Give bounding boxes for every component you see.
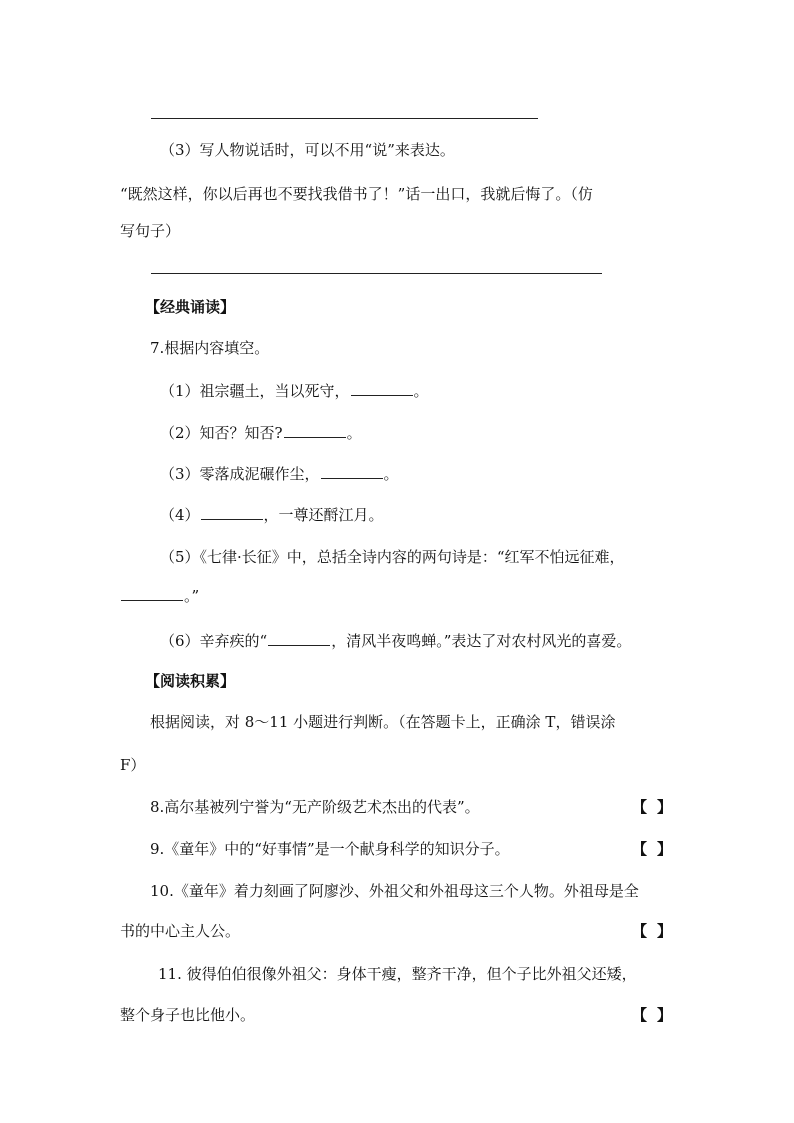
q7-5-end: 。” [184,587,200,605]
q7-1-end: 。 [413,382,429,400]
q7-1-text: （1）祖宗疆土，当以死守， [160,382,350,400]
q7-6-end: ，清风半夜鸣蝉。”表达了对农村风光的喜爱。 [331,632,632,650]
q7-3 [160,463,399,485]
q8-text: 8.高尔基被列宁誉为“无产阶级艺术杰出的代表”。 [150,798,480,816]
bracket-close: 】 [656,1006,672,1024]
q7-4-blank[interactable] [201,505,263,520]
q7-6-text: （6）辛弃疾的“ [160,632,268,650]
q7-4-end: ，一尊还酹江月。 [263,506,384,524]
s3-quote-line2: 写句子） [120,222,181,240]
bracket-open: 【 [632,798,648,816]
q7-5-line2 [120,585,199,607]
q7-5-blank[interactable] [121,586,183,601]
q9-answer-bracket[interactable] [632,838,672,860]
q7-title: 7.根据内容填空。 [150,339,270,357]
bracket-open: 【 [632,840,648,858]
q10-answer-bracket[interactable] [632,920,672,942]
reading-intro-line2: F） [120,756,146,774]
q7-2-end: 。 [346,424,362,442]
q8-answer-bracket[interactable] [632,796,672,818]
answer-line-2 [151,273,602,274]
q7-3-blank[interactable] [321,464,383,479]
bracket-close: 】 [656,922,672,940]
q11-answer-bracket[interactable] [632,1004,672,1026]
q7-3-end: 。 [383,465,399,483]
q7-2-text: （2）知否？知否? [160,424,283,442]
s3-quote-line1: “既然这样，你以后再也不要找我借书了！”话一出口，我就后悔了。（仿 [120,185,593,203]
q7-3-text: （3）零落成泥碾作尘， [160,465,320,483]
q9-text: 9.《童年》中的“好事情”是一个献身科学的知识分子。 [150,840,510,858]
bracket-open: 【 [632,922,648,940]
bracket-open: 【 [632,1006,648,1024]
bracket-close: 】 [656,798,672,816]
q7-6 [160,630,631,652]
q7-6-blank[interactable] [268,631,330,646]
q11-line1: 11. 彼得伯伯很像外祖父：身体干瘦，整齐干净，但个子比外祖父还矮， [158,965,637,983]
q7-1-blank[interactable] [351,381,413,396]
q10-line1: 10.《童年》着力刻画了阿廖沙、外祖父和外祖母这三个人物。外祖母是全 [150,882,639,900]
reading-intro-line1: 根据阅读，对 8～11 小题进行判断。（在答题卡上，正确涂 T，错误涂 [150,713,616,731]
q7-4-text: （4） [160,506,200,524]
q11-line2: 整个身子也比他小。 [120,1006,256,1024]
bracket-close: 】 [656,840,672,858]
s3-instruction: （3）写人物说话时，可以不用“说”来表达。 [160,141,455,159]
reading-heading: 【阅读积累】 [145,672,236,690]
q7-5-line1: （5）《七律·长征》中，总括全诗内容的两句诗是：“红军不怕远征难， [160,548,625,566]
q10-line2: 书的中心主人公。 [120,922,241,940]
classics-heading: 【经典诵读】 [145,298,236,316]
answer-line-1 [151,118,538,119]
q7-1 [160,380,429,402]
q7-2-blank[interactable] [284,423,346,438]
q7-4 [160,504,384,526]
q7-2 [160,422,362,444]
